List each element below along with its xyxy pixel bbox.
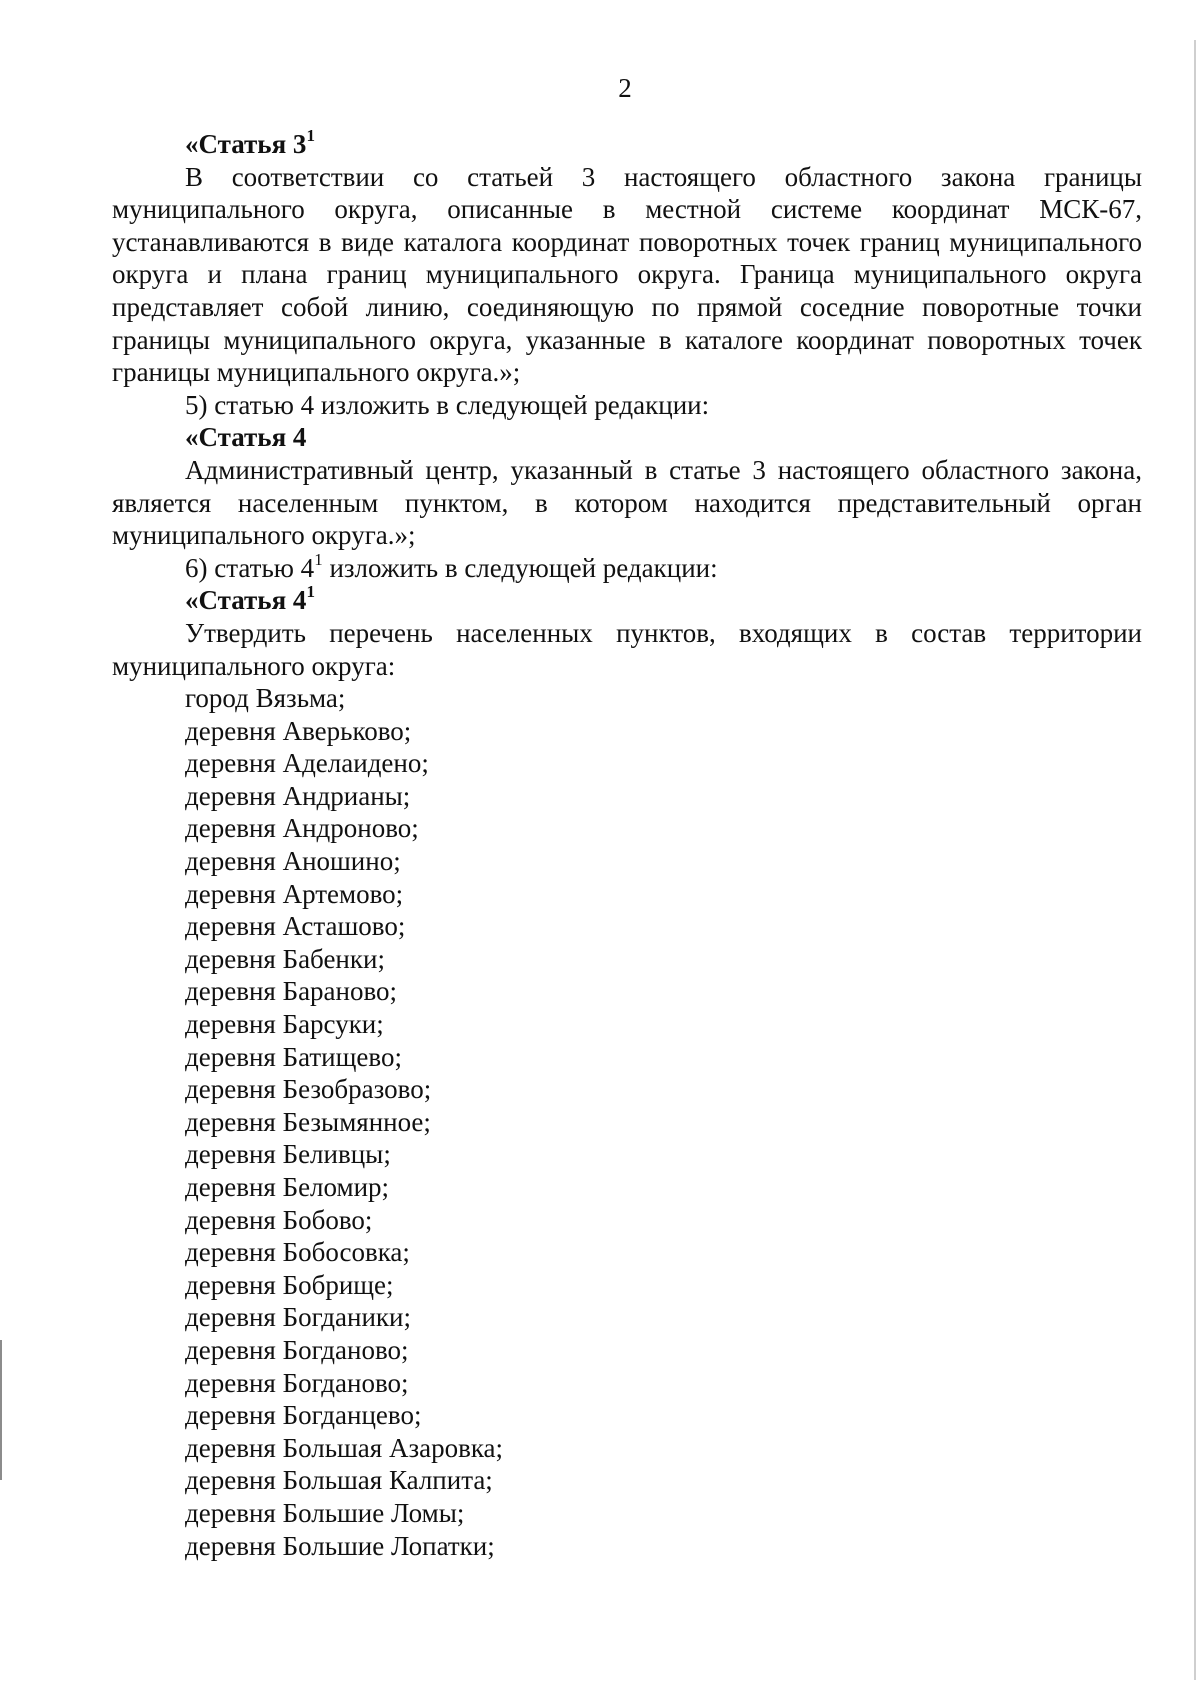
article-4-text: Административный центр, указанный в статье 3 настоящего областного закона, является населенным пунктом, в котором находится представительный орган муниципального округа.»;	[112, 454, 1142, 551]
list-item: деревня Богданово;	[185, 1367, 409, 1398]
list-item: деревня Большая Калпита;	[185, 1465, 493, 1496]
amendment-item-6	[112, 549, 1142, 585]
list-item: деревня Бобово;	[185, 1204, 373, 1235]
list-item: деревня Аверьково;	[185, 715, 412, 746]
article-4-1-text: Утвердить перечень населенных пунктов, входящих в состав территории муниципального округа:	[112, 617, 1142, 681]
settlements-list	[112, 682, 1142, 1562]
list-item: деревня Богданцево;	[185, 1400, 422, 1431]
list-item: деревня Богданики;	[185, 1302, 411, 1333]
amendment-item-5: 5) статью 4 изложить в следующей редакции:	[185, 389, 710, 420]
list-item: деревня Бараново;	[185, 976, 398, 1007]
article-4-1-heading	[112, 584, 1142, 617]
list-item: деревня Артемово;	[185, 878, 404, 909]
list-item: деревня Большие Ломы;	[185, 1497, 465, 1528]
article-3-1-text: В соответствии со статьей 3 настоящего областного закона границы муниципального округа, описанные в местной системе координат МСК-67, устанавливаются в виде каталога координат поворотных точек границ муниципального округа и плана границ муниципального округа. Граница муниципального округа представляет собой линию, соединяющую по прямой соседние поворотные точки границы муниципального округа, указанные в каталоге координат поворотных точек границы муниципального округа.»;	[112, 161, 1142, 388]
amendment-item-6-prefix: 6) статью 4	[185, 552, 315, 583]
document-body	[112, 128, 1142, 1562]
scan-edge-mark	[0, 1340, 2, 1480]
list-item: деревня Беливцы;	[185, 1139, 391, 1170]
article-3-1-heading-superscript: 1	[306, 126, 315, 145]
list-item: деревня Богданово;	[185, 1334, 409, 1365]
article-3-1-heading-text: «Статья 3	[185, 129, 307, 159]
list-item: деревня Большие Лопатки;	[185, 1530, 495, 1561]
list-item: деревня Асташово;	[185, 911, 406, 942]
amendment-item-6-superscript: 1	[314, 549, 323, 569]
list-item: деревня Бабенки;	[185, 943, 385, 974]
page-number: 2	[618, 73, 632, 103]
list-item: деревня Аношино;	[185, 846, 401, 877]
list-item: деревня Безобразово;	[185, 1074, 432, 1105]
list-item: деревня Аделаидено;	[185, 748, 429, 779]
list-item: деревня Батищево;	[185, 1041, 402, 1072]
list-item: деревня Бобосовка;	[185, 1237, 410, 1268]
article-4-heading: «Статья 4	[185, 422, 307, 453]
list-item: город Вязьма;	[185, 683, 346, 714]
list-item: деревня Андроново;	[185, 813, 419, 844]
article-3-1-heading	[112, 128, 1142, 161]
article-4-1-heading-text: «Статья 4	[185, 585, 307, 616]
list-item: деревня Беломир;	[185, 1172, 390, 1202]
list-item: деревня Безымянное;	[185, 1106, 431, 1137]
amendment-item-6-suffix: изложить в следующей редакции:	[322, 552, 718, 583]
list-item: деревня Большая Азаровка;	[185, 1432, 504, 1463]
article-4-1-heading-superscript: 1	[306, 582, 315, 602]
scan-edge-mark	[1194, 40, 1196, 1680]
list-item: деревня Андрианы;	[185, 780, 411, 811]
list-item: деревня Бобрище;	[185, 1269, 394, 1300]
list-item: деревня Барсуки;	[185, 1009, 384, 1040]
